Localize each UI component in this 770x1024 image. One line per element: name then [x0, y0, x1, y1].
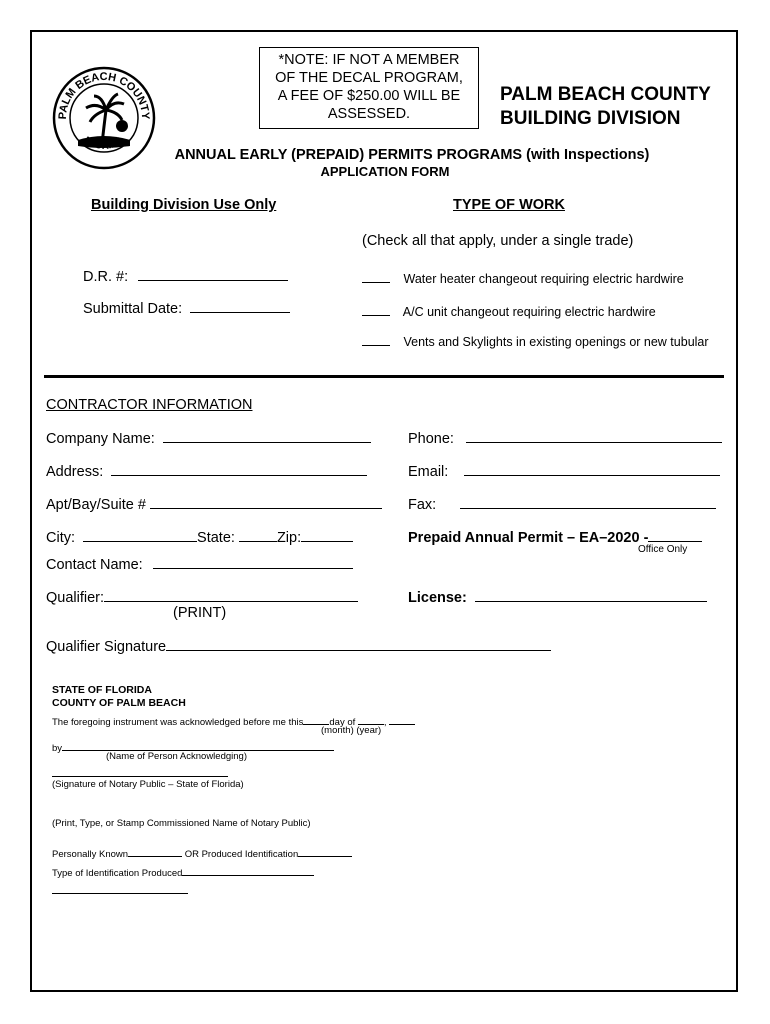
work-check-line[interactable]	[362, 303, 390, 316]
personally-known-input[interactable]	[128, 847, 182, 857]
submittal-label: Submittal Date:	[83, 301, 183, 317]
notary-signature-label: (Signature of Notary Public – State of Florida)	[52, 779, 244, 790]
contact-input-line[interactable]	[153, 556, 353, 569]
state-label: State:	[197, 530, 235, 546]
company-name-field	[46, 430, 371, 447]
license-field	[408, 589, 707, 606]
acknowledging-person-line[interactable]	[62, 741, 334, 751]
dr-input-line[interactable]	[138, 268, 288, 281]
email-field	[408, 463, 720, 480]
phone-label: Phone:	[408, 431, 454, 447]
notary-signature-line[interactable]	[52, 776, 228, 777]
notary-ack-line: The foregoing instrument was acknowledged before me this day of ,	[52, 715, 415, 728]
type-of-work-instruction: (Check all that apply, under a single trade)	[362, 233, 634, 249]
company-label: Company Name:	[46, 431, 155, 447]
work-check-line[interactable]	[362, 333, 390, 346]
permit-label: Prepaid Annual Permit – EA–2020 -	[408, 530, 649, 546]
apt-label: Apt/Bay/Suite #	[46, 497, 146, 513]
permit-input-line	[648, 529, 702, 542]
org-title-line1: PALM BEACH COUNTY	[500, 84, 711, 105]
ack-text: The foregoing instrument was acknowledged before me this	[52, 717, 304, 728]
or-produced-text: OR Produced Identification	[184, 849, 299, 860]
note-line: OF THE DECAL PROGRAM,	[275, 70, 463, 86]
city-input-line[interactable]	[83, 529, 197, 542]
dr-field	[83, 268, 288, 285]
qualifier-field	[46, 589, 358, 606]
type-id-input[interactable]	[182, 866, 314, 876]
notary-print-name-label: (Print, Type, or Stamp Commissioned Name of Notary Public)	[52, 818, 311, 829]
email-input-line[interactable]	[464, 463, 720, 476]
office-use-heading: Building Division Use Only	[91, 197, 277, 213]
phone-field	[408, 430, 722, 447]
city-state-zip-field	[46, 529, 353, 546]
month-year-label: (month) (year)	[321, 725, 382, 736]
type-id-text: Type of Identification Produced	[52, 868, 183, 879]
personally-known-text: Personally Known	[52, 849, 129, 860]
seal-top-text: PALM BEACH COUNTY	[56, 70, 152, 120]
work-item-ac-unit	[362, 303, 656, 319]
work-item-label: A/C unit changeout requiring electric hardwire	[402, 305, 656, 319]
qualifier-signature-field	[46, 638, 551, 655]
year-input-line[interactable]	[389, 715, 415, 725]
work-item-label: Vents and Skylights in existing openings or new tubular	[403, 335, 709, 349]
qualifier-label: Qualifier:	[46, 590, 105, 606]
org-title-line2: BUILDING DIVISION	[500, 108, 681, 129]
work-check-line[interactable]	[362, 270, 390, 283]
work-item-water-heater	[362, 270, 684, 286]
address-label: Address:	[46, 464, 104, 480]
contact-name-field	[46, 556, 353, 573]
zip-label: Zip:	[276, 530, 302, 546]
license-input-line[interactable]	[475, 589, 707, 602]
form-subtitle: APPLICATION FORM	[320, 164, 450, 179]
fee-note-box	[259, 47, 479, 129]
note-line: A FEE OF $250.00 WILL BE	[277, 88, 461, 104]
identification-line	[52, 847, 352, 860]
contractor-heading: CONTRACTOR INFORMATION	[46, 397, 253, 413]
signature-label: Qualifier Signature	[46, 639, 167, 655]
fax-field	[408, 496, 716, 513]
state-input-line[interactable]	[239, 529, 277, 542]
apt-field	[46, 496, 382, 513]
note-line: *NOTE: IF NOT A MEMBER	[278, 52, 460, 68]
submittal-input-line[interactable]	[190, 300, 290, 313]
email-label: Email:	[408, 464, 449, 480]
day-input-line[interactable]	[303, 715, 329, 725]
by-text: by	[52, 743, 63, 754]
signature-input-line[interactable]	[166, 638, 551, 651]
apt-input-line[interactable]	[150, 496, 382, 509]
name-person-label: (Name of Person Acknowledging)	[106, 751, 247, 762]
month-input-line[interactable]	[358, 715, 384, 725]
address-field	[46, 463, 367, 480]
notary-stamp-line[interactable]	[52, 893, 188, 894]
form-title: ANNUAL EARLY (PREPAID) PERMITS PROGRAMS (with Inspections)	[174, 147, 650, 163]
fax-label: Fax:	[408, 497, 437, 513]
dr-label: D.R. #:	[83, 269, 129, 285]
license-label: License:	[408, 590, 467, 606]
produced-id-input[interactable]	[298, 847, 352, 857]
type-of-work-heading: TYPE OF WORK	[453, 197, 565, 213]
contact-label: Contact Name:	[46, 557, 143, 573]
fax-input-line[interactable]	[460, 496, 716, 509]
work-item-label: Water heater changeout requiring electric hardwire	[403, 272, 684, 286]
qualifier-input-line[interactable]	[104, 589, 358, 602]
day-of-text: day of	[329, 717, 356, 728]
city-label: City:	[46, 530, 75, 546]
zip-input-line[interactable]	[301, 529, 353, 542]
address-input-line[interactable]	[111, 463, 367, 476]
notary-state: STATE OF FLORIDA	[52, 684, 152, 696]
phone-input-line[interactable]	[466, 430, 722, 443]
submittal-date-field	[83, 300, 290, 317]
office-only-note: Office Only	[638, 544, 688, 555]
type-id-line	[52, 866, 314, 879]
print-note: (PRINT)	[173, 605, 227, 621]
company-input-line[interactable]	[163, 430, 371, 443]
notary-county: COUNTY OF PALM BEACH	[52, 697, 186, 709]
note-line: ASSESSED.	[327, 106, 411, 122]
work-item-vents-skylights	[362, 333, 709, 349]
section-divider	[44, 375, 724, 378]
